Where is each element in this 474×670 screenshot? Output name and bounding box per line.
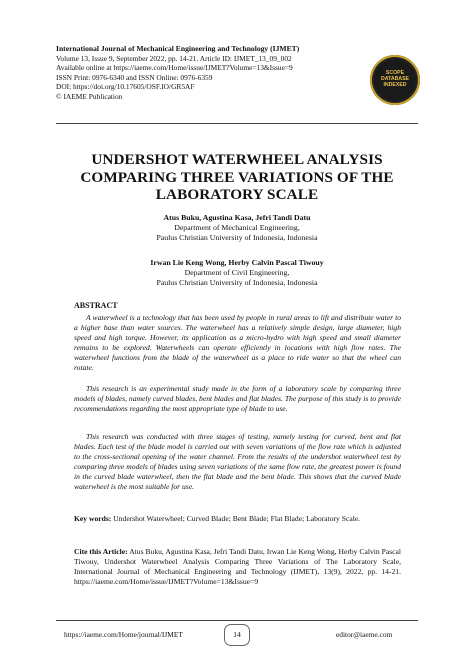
page-number: 14 [224, 624, 250, 646]
header-divider [56, 123, 418, 124]
cite-text: Atus Buku, Agustina Kasa, Jefri Tandi Datu, Irwan Lie Keng Wong, Herby Calvin Pascal Tiwouy, Undershot Waterwheel Analysis Comparing Three Variations of The Laboratory Scale, International Journal of Mechanical Engineering and Technology (IJMET), 13(9), 2022, pp. 14-21. [74, 547, 402, 577]
footer-journal-link[interactable]: https://iaeme.com/Home/journal/IJMET [64, 630, 183, 639]
badge-line-3: INDEXED [383, 82, 407, 89]
author-group-1 [56, 213, 418, 244]
footer-divider [56, 620, 418, 621]
journal-header [56, 44, 366, 102]
doi-line[interactable]: DOI: https://doi.org/10.17605/OSF.IO/GR5AF [56, 82, 195, 92]
issn-line: ISSN Print: 0976-6340 and ISSN Online: 0976-6359 [56, 72, 213, 82]
available-online-line[interactable]: Available online at https://iaeme.com/Home/issue/IJMET?Volume=13&Issue=9 [56, 63, 293, 73]
title-line-1: UNDERSHOT WATERWHEEL ANALYSIS [91, 151, 383, 168]
volume-line: Volume 13, Issue 9, September 2022, pp. 14-21. Article ID: IJMET_13_09_002 [56, 53, 292, 63]
badge-line-1: SCOPE [385, 70, 405, 76]
keywords-text: Undershot Waterwheel; Curved Blade; Bent Blade; Flat Blade; Laboratory Scale. [113, 514, 361, 523]
cite-this-article [74, 547, 401, 587]
badge-line-2: DATABASE [380, 76, 410, 83]
badge-text [370, 70, 420, 89]
keywords-label: Key words: [74, 514, 112, 523]
author-names: Atus Buku, Agustina Kasa, Jefri Tandi Datu [163, 213, 311, 222]
publisher-line: © IAEME Publication [56, 91, 123, 101]
abstract-heading: ABSTRACT [74, 301, 118, 310]
journal-name: International Journal of Mechanical Engineering and Technology (IJMET) [56, 44, 300, 53]
cite-label: Cite this Article: [74, 547, 128, 556]
author-names: Irwan Lie Keng Wong, Herby Calvin Pascal Tiwouy [150, 258, 324, 267]
author-university: Paulus Christian University of Indonesia, Indonesia [156, 278, 318, 288]
author-department: Department of Civil Engineering, [184, 268, 290, 278]
scope-indexed-badge [370, 55, 420, 105]
author-group-2 [56, 258, 418, 289]
cite-url[interactable]: https://iaeme.com/Home/issue/IJMET?Volume=13&Issue=9 [74, 577, 259, 587]
abstract-paragraph-2: This research is an experimental study made in the form of a laboratory scale by comparing three models of blades, namely curved blades, bent blades and flat blades. The purpose of this study is to provide recommendations regarding the most appropriate type of blade to use. [74, 384, 401, 414]
author-university: Paulus Christian University of Indonesia, Indonesia [156, 233, 318, 243]
keywords [74, 514, 401, 524]
title-line-3: LABORATORY SCALE [155, 186, 319, 203]
abstract-paragraph-3: This research was conducted with three stages of testing, namely testing for curved, bent and flat blades. Each test of the blade model is carried out with seven variations of the flow rate which is adjusted to the cross-sectional opening of the water channel. From the results of the undershot waterwheel test by comparing three models of blades using seven variations of the same flow rate, the greatest power is found in the curved blade waterwheel, then the flat blade and the bent blade. This shows that the curved blade waterwheel is the most suitable for use. [74, 432, 401, 492]
footer-email-link[interactable]: editor@iaeme.com [336, 630, 393, 639]
abstract-paragraph-1: A waterwheel is a technology that has been used by people in rural areas to lift and distribute water to a higher base than water sources. The waterwheel has a relatively simple design, large diameter, high speed and high torque. However, its application as a micro-hydro with high speed and small diameter remains to be explored. Waterwheels can operate efficiently in locations with high flow rates. The waterwheel functions from the blade of the waterwheel as a place to ride water so that the wheel can rotate. [74, 313, 401, 373]
title-line-2: COMPARING THREE VARIATIONS OF THE [80, 168, 394, 186]
paper-title [56, 151, 418, 204]
author-department: Department of Mechanical Engineering, [174, 223, 300, 233]
